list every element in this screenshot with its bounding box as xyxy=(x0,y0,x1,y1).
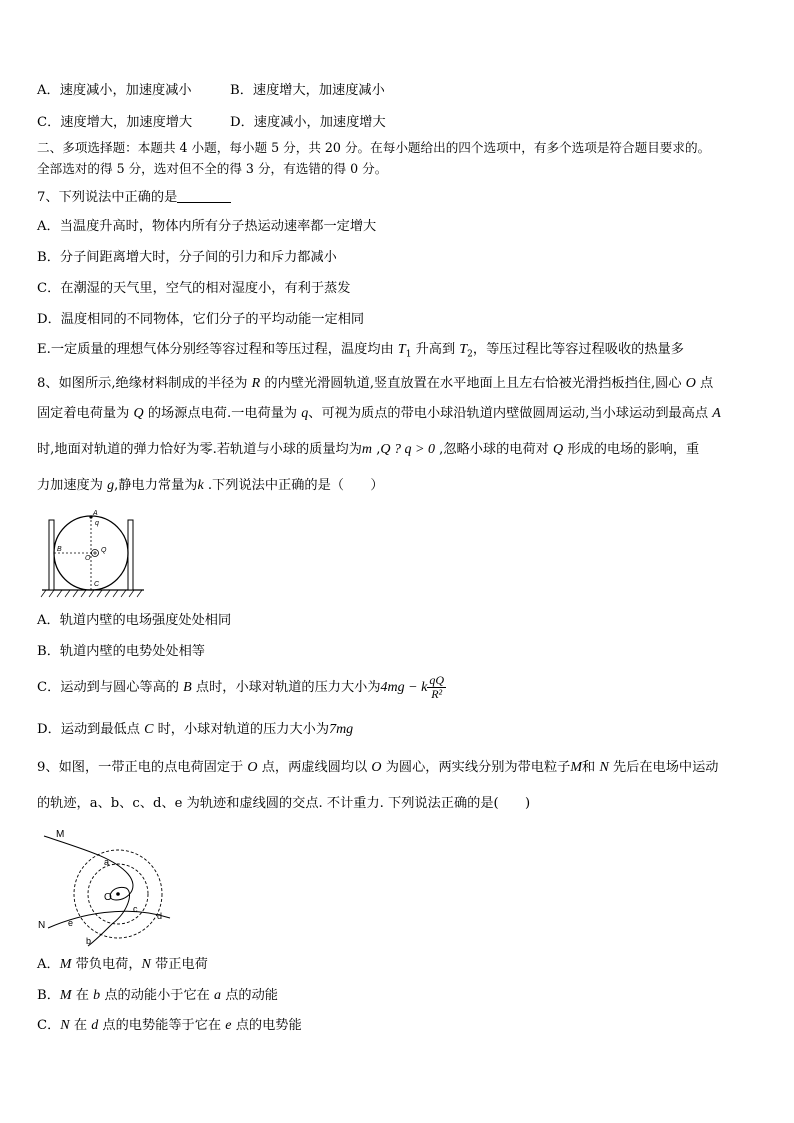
q7-stem: 7、下列说法中正确的是 xyxy=(37,188,231,207)
q9-stem-line2: 的轨迹，a、b、c、d、e 为轨迹和虚线圆的交点. 不计重力. 下列说法正确的是( ) xyxy=(37,796,531,811)
q9-stem-line1: 9、如图，一带正电的点电荷固定于 O 点，两虚线圆均以 O 为圆心，两实线分别为带电粒子M和 N 先后在电场中运动 xyxy=(37,760,719,775)
q8-stem-line2: 固定着电荷量为 Q 的场源点电荷.一电荷量为 q、可视为质点的带电小球沿轨道内壁做圆周运动,当小球运动到最高点 A xyxy=(37,406,721,421)
q9-option-c: C．N 在 d 点的电势能等于它在 e 点的电势能 xyxy=(37,1018,302,1033)
fig8-label-a: A xyxy=(93,510,98,517)
q6-option-a: A．速度减小，加速度减小 xyxy=(37,83,192,98)
fig9-label-b: b xyxy=(86,936,92,946)
fig9-label-o: O xyxy=(104,892,112,903)
fig9-label-c: c xyxy=(133,904,138,914)
q8-stem-line1: 8、如图所示,绝缘材料制成的半径为 R 的内壁光滑圆轨道,竖直放置在水平地面上且左右恰被光滑挡板挡住,圆心 O 点 xyxy=(37,376,714,391)
q8-option-b: B．轨道内壁的电势处处相等 xyxy=(37,644,205,659)
q8-option-d: D．运动到最低点 C 时，小球对轨道的压力大小为7mg xyxy=(37,722,354,737)
fig8-label-b: B xyxy=(57,546,62,553)
fig8-label-c: C xyxy=(94,581,100,588)
q9-option-b: B．M 在 b 点的动能小于它在 a 点的动能 xyxy=(37,988,278,1003)
q9-figure xyxy=(36,822,176,948)
fraction: $\frac{qQ}{\text{R²}}$ xyxy=(429,673,444,701)
fig9-label-e: e xyxy=(68,918,74,928)
q6-option-c: C．速度增大，加速度增大 xyxy=(37,115,193,130)
section-heading-cont: 全部选对的得 5 分，选对但不全的得 3 分，有选错的得 0 分。 xyxy=(37,161,388,176)
fig8-label-q-big: Q xyxy=(101,547,107,554)
q8-option-c: C．运动到与圆心等高的 B 点时，小球对轨道的压力大小为4mg − k $\frac{qQ}{\text{R²}}$ xyxy=(37,673,444,701)
fig9-label-m: M xyxy=(56,829,65,840)
q8-stem-line3: 时,地面对轨道的弹力恰好为零.若轨道与小球的质量均为m ,Q ? q > 0 ,忽略小球的电荷对 Q 形成的电场的影响，重 xyxy=(37,442,700,457)
answer-blank xyxy=(177,188,231,203)
q8-option-a: A．轨道内壁的电场强度处处相同 xyxy=(37,613,232,628)
fig9-label-n: N xyxy=(38,920,46,931)
section-heading: 二、多项选择题：本题共 4 小题，每小题 5 分，共 20 分。在每小题给出的四个选项中，有多个选项是符合题目要求的。 xyxy=(37,140,711,155)
q7-option-d: D．温度相同的不同物体，它们分子的平均动能一定相同 xyxy=(37,312,365,327)
q7-option-a: A．当温度升高时，物体内所有分子热运动速率都一定增大 xyxy=(37,219,377,234)
q8-figure xyxy=(40,506,150,602)
q6-option-b: B．速度增大，加速度减小 xyxy=(230,83,385,98)
q6-option-d: D．速度减小，加速度增大 xyxy=(230,115,386,130)
q7-option-b: B．分子间距离增大时，分子间的引力和斥力都减小 xyxy=(37,250,337,265)
fig9-label-a: a xyxy=(104,857,110,867)
q7-option-e: E.一定质量的理想气体分别经等容过程和等压过程，温度均由 $T_1$ 升高到 $T_2$，等压过程比等容过程吸收的热量多 xyxy=(37,342,684,360)
fig8-label-o: O xyxy=(85,555,91,562)
q7-option-c: C．在潮湿的天气里，空气的相对湿度小，有利于蒸发 xyxy=(37,281,351,296)
fig9-label-d: d xyxy=(157,911,163,921)
q9-option-a: A．M 带负电荷，N 带正电荷 xyxy=(37,957,208,972)
fig8-label-q: q xyxy=(95,520,99,527)
q8-stem-line4: 力加速度为 g,静电力常量为k .下列说法中正确的是（ ） xyxy=(37,478,384,493)
